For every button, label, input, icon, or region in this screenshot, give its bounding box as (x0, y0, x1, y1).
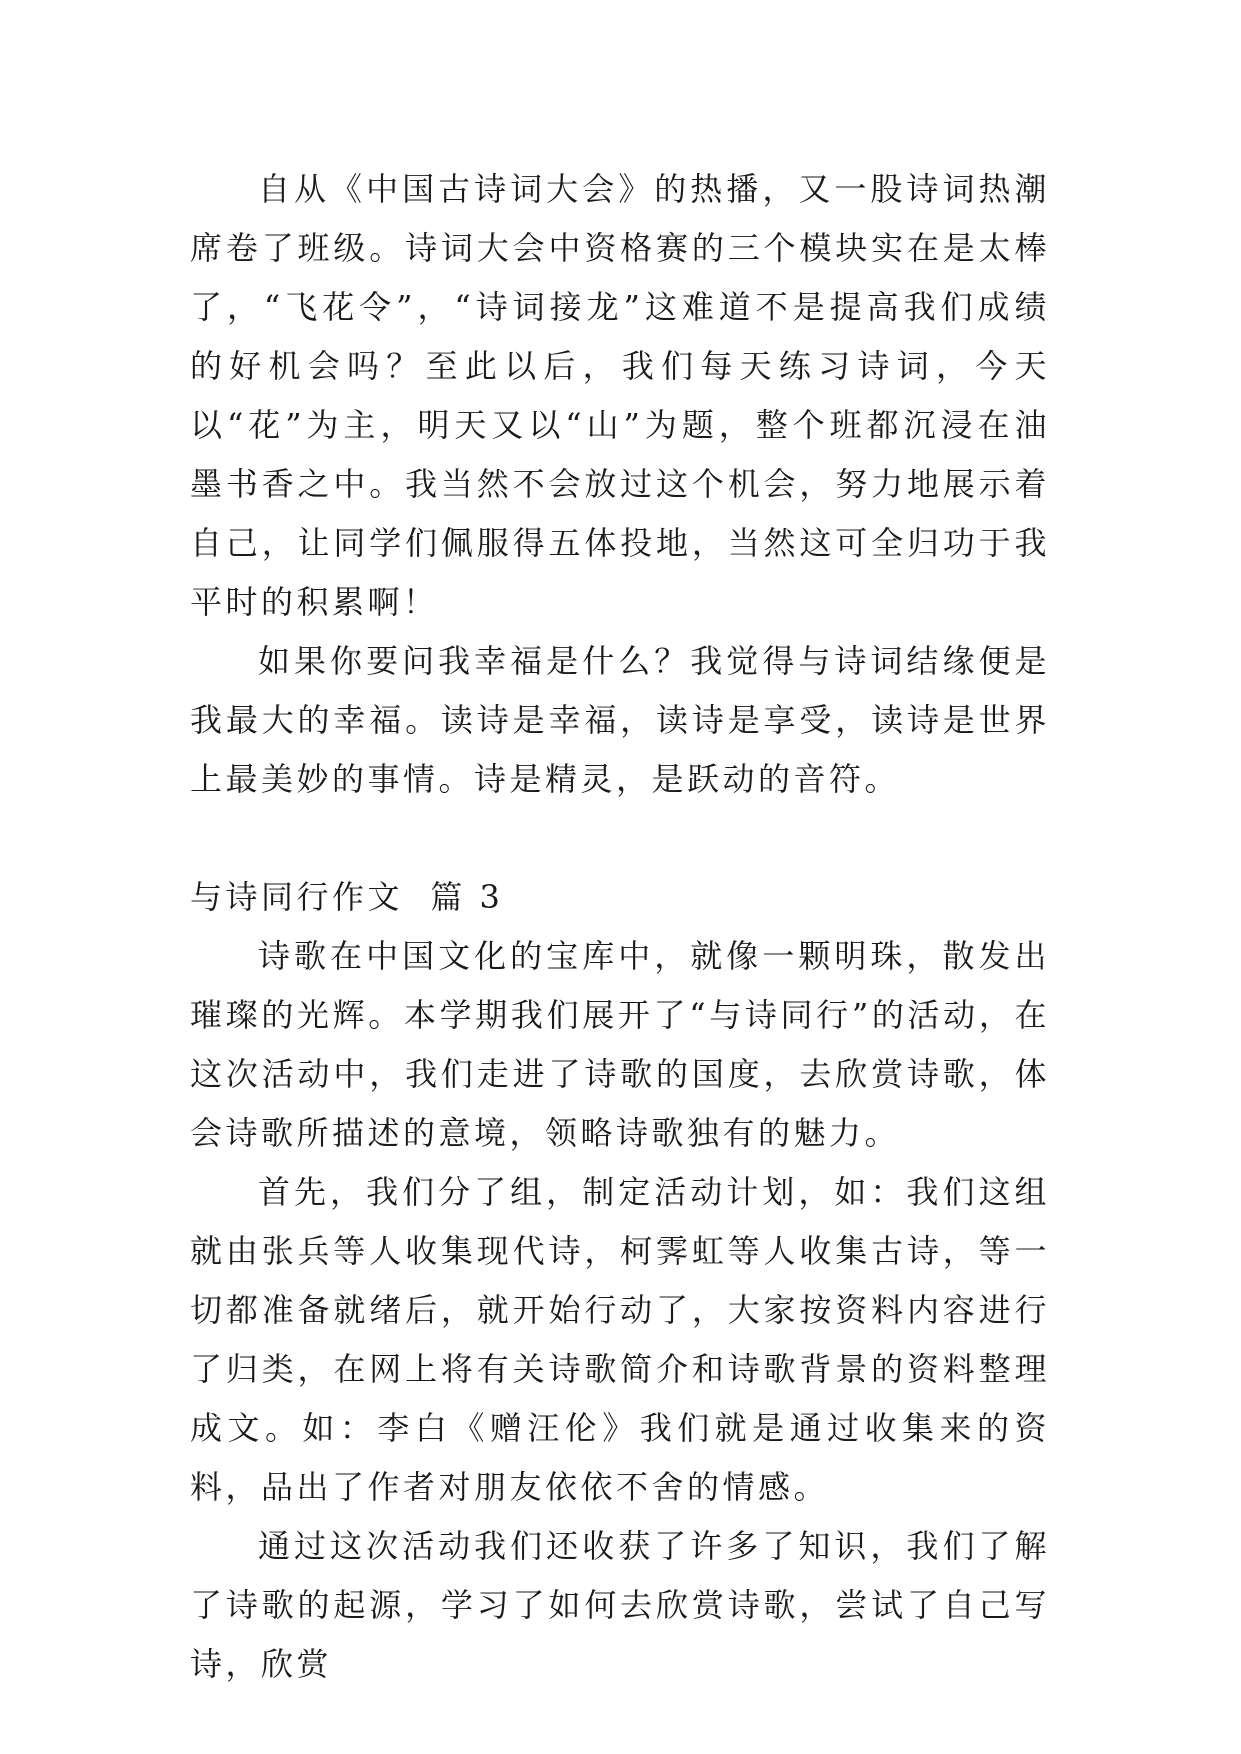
section-heading: 与诗同行作文 篇 3 (190, 878, 504, 916)
paragraph-activity-plan: 首先，我们分了组，制定活动计划，如：我们这组就由张兵等人收集现代诗，柯霁虹等人收集古诗，等一切都准备就绪后，就开始行动了，大家按资料内容进行了归类，在网上将有关诗歌简介和诗歌背景的资料整理成文。如：李白《赠汪伦》我们就是通过收集来的资料，品出了作者对朋友依依不舍的情感。 (190, 1173, 1050, 1506)
paragraph-poetry-conference: 自从《中国古诗词大会》的热播，又一股诗词热潮席卷了班级。诗词大会中资格赛的三个模块实在是太棒了，“飞花令”，“诗词接龙”这难道不是提高我们成绩的好机会吗？至此以后，我们每天练习诗词，今天以“花”为主，明天又以“山”为题，整个班都沉浸在油墨书香之中。我当然不会放过这个机会，努力地展示着自己，让同学们佩服得五体投地，当然这可全归功于我平时的积累啊！ (190, 170, 1050, 621)
document-body (190, 160, 1050, 1694)
paragraph-activity-gains: 通过这次活动我们还收获了许多了知识，我们了解了诗歌的起源，学习了如何去欣赏诗歌，尝试了自己写诗，欣赏 (190, 1527, 1050, 1683)
paragraph-poetry-treasure: 诗歌在中国文化的宝库中，就像一颗明珠，散发出璀璨的光辉。本学期我们展开了“与诗同行”的活动，在这次活动中，我们走进了诗歌的国度，去欣赏诗歌，体会诗歌所描述的意境，领略诗歌独有的魅力。 (190, 937, 1050, 1152)
paragraph-happiness: 如果你要问我幸福是什么？我觉得与诗词结缘便是我最大的幸福。读诗是幸福，读诗是享受，读诗是世界上最美妙的事情。诗是精灵，是跃动的音符。 (190, 642, 1050, 798)
section-spacer (190, 809, 1050, 868)
